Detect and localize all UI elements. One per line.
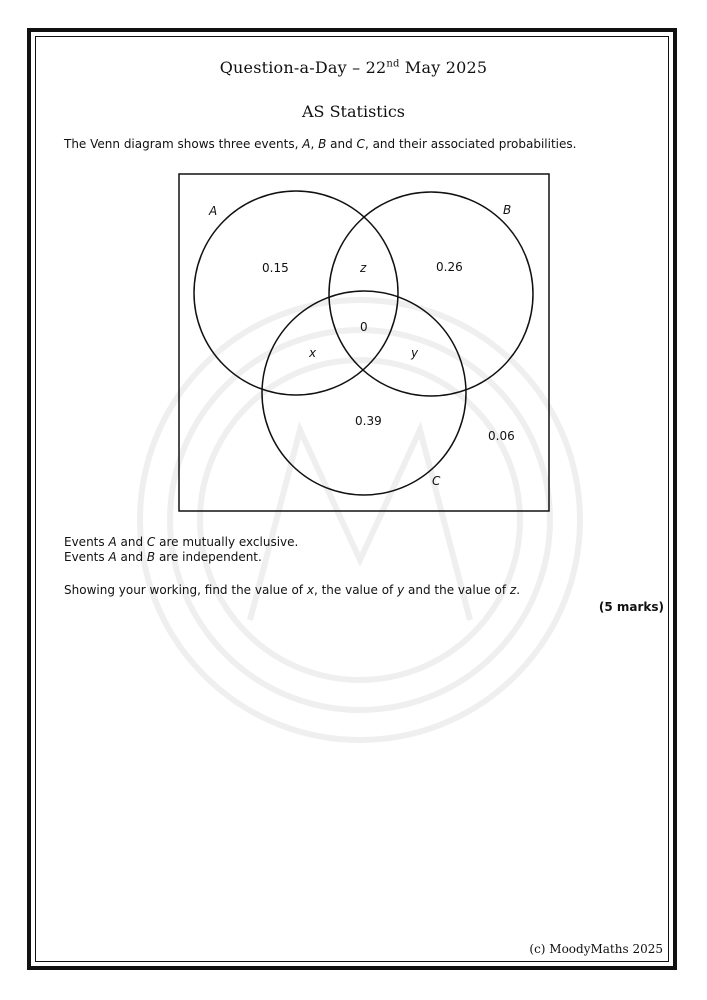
intro-event-c: C (356, 137, 365, 151)
venn-label-b: B (503, 203, 512, 217)
intro-text: The Venn diagram shows three events, (64, 137, 303, 151)
venn-region-a-and-b: z (360, 261, 367, 275)
task-text: , the value of (313, 583, 398, 597)
intro-sep: and (326, 137, 357, 151)
venn-region-a-only: 0.15 (262, 261, 289, 275)
venn-universal-set (179, 174, 549, 511)
intro-text: , and their associated probabilities. (364, 137, 577, 151)
venn-region-a-b-c: 0 (360, 320, 368, 334)
venn-region-a-and-c: x (309, 346, 317, 360)
intro-event-a: A (302, 137, 311, 151)
task-var-y: y (397, 583, 405, 597)
statement-text: Events (64, 535, 109, 549)
venn-region-c-only: 0.39 (355, 414, 382, 428)
venn-label-a: A (209, 204, 218, 218)
question-task (64, 583, 520, 597)
page-subtitle: AS Statistics (301, 102, 405, 121)
title-suffix: May 2025 (399, 58, 488, 77)
statement-text: Events (64, 550, 109, 564)
venn-region-b-and-c: y (411, 346, 419, 360)
statement-event-b: B (146, 550, 156, 564)
statement-event-c: C (146, 535, 156, 549)
copyright-footer: (c) MoodyMaths 2025 (529, 942, 663, 956)
statement-independent (64, 550, 262, 564)
task-text: and the value of (404, 583, 510, 597)
venn-circle-a (194, 191, 398, 395)
task-text: . (516, 583, 521, 597)
venn-circle-b (329, 192, 533, 396)
statement-text: and (116, 550, 147, 564)
statement-mutually-exclusive (64, 535, 298, 549)
venn-region-b-only: 0.26 (436, 260, 463, 274)
venn-label-c: C (432, 474, 441, 488)
statement-event-a: A (108, 535, 117, 549)
statement-event-a: A (108, 550, 117, 564)
statement-text: and (116, 535, 147, 549)
venn-region-outside: 0.06 (488, 429, 515, 443)
statement-text: are independent. (155, 550, 262, 564)
task-text: Showing your working, find the value of (64, 583, 307, 597)
title-prefix: Question-a-Day – 22 (219, 58, 387, 77)
statement-text: are mutually exclusive. (155, 535, 299, 549)
intro-event-b: B (318, 137, 327, 151)
intro-sep: , (310, 137, 319, 151)
task-var-z: z (509, 583, 517, 597)
marks-label: (5 marks) (598, 600, 664, 614)
title-ordinal: nd (386, 58, 400, 70)
task-var-x: x (306, 583, 314, 597)
